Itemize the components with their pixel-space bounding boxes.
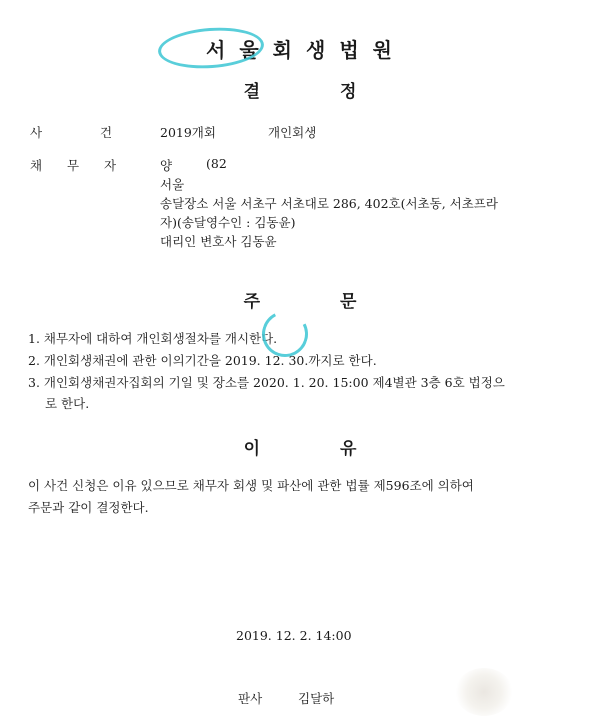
- case-label-char: 건: [100, 125, 113, 140]
- court-name: [0, 34, 600, 63]
- document-type-char: 결: [243, 82, 260, 102]
- document-type-char: 정: [340, 82, 357, 102]
- court-name-char: 원: [372, 38, 394, 62]
- order-item-continued: 로 한다.: [45, 396, 90, 411]
- debtor-label-char: 채: [30, 158, 43, 173]
- order-item: 2. 개인회생채권에 관한 이의기간을 2019. 12. 30.까지로 한다.: [28, 353, 377, 368]
- debtor-address: 서울: [160, 177, 185, 192]
- debtor-name: 양: [160, 158, 173, 173]
- reason-text-line: 주문과 같이 결정한다.: [28, 500, 149, 515]
- case-type: 개인회생: [268, 125, 317, 140]
- judge-title: 판사: [238, 691, 263, 706]
- court-name-char: 서: [206, 38, 228, 62]
- reason-text-line: 이 사건 신청은 이유 있으므로 채무자 회생 및 파산에 관한 법률 제596조에 의하여: [28, 478, 474, 493]
- attorney: 대리인 변호사 김동윤: [160, 234, 277, 249]
- court-name-char: 생: [306, 38, 328, 62]
- order-heading: [0, 287, 600, 312]
- decision-date: 2019. 12. 2. 14:00: [236, 628, 352, 643]
- order-item: 3. 개인회생채권자집회의 기일 및 장소를 2020. 1. 20. 15:00 제4별관 3층 6호 법정으: [28, 375, 505, 390]
- court-name-char: 법: [339, 38, 361, 62]
- reason-heading: [0, 434, 600, 459]
- debtor-label-char: 자: [104, 158, 117, 173]
- document-type: [0, 77, 600, 102]
- court-name-char: 울: [239, 38, 261, 62]
- court-name-char: 회: [272, 38, 294, 62]
- order-item: 1. 채무자에 대하여 개인회생절차를 개시한다.: [28, 331, 278, 346]
- order-heading-char: 주: [243, 292, 260, 312]
- delivery-place-continued: 자)(송달영수인 : 김동윤): [160, 215, 296, 230]
- debtor-id: (82: [206, 156, 227, 171]
- delivery-place: 송달장소 서울 서초구 서초대로 286, 402호(서초동, 서초프라: [160, 196, 498, 211]
- case-label: [30, 123, 137, 141]
- judge-name: 김달하: [298, 691, 335, 706]
- case-label-char: 사: [30, 125, 43, 140]
- highlight-circle-court: [157, 24, 266, 71]
- reason-heading-char: 이: [243, 439, 260, 459]
- court-seal-stamp: [455, 668, 513, 716]
- reason-heading-char: 유: [340, 439, 357, 459]
- order-heading-char: 문: [340, 292, 357, 312]
- debtor-label-char: 무: [67, 158, 80, 173]
- case-number: 2019개회: [160, 125, 216, 140]
- debtor-label: [30, 156, 141, 174]
